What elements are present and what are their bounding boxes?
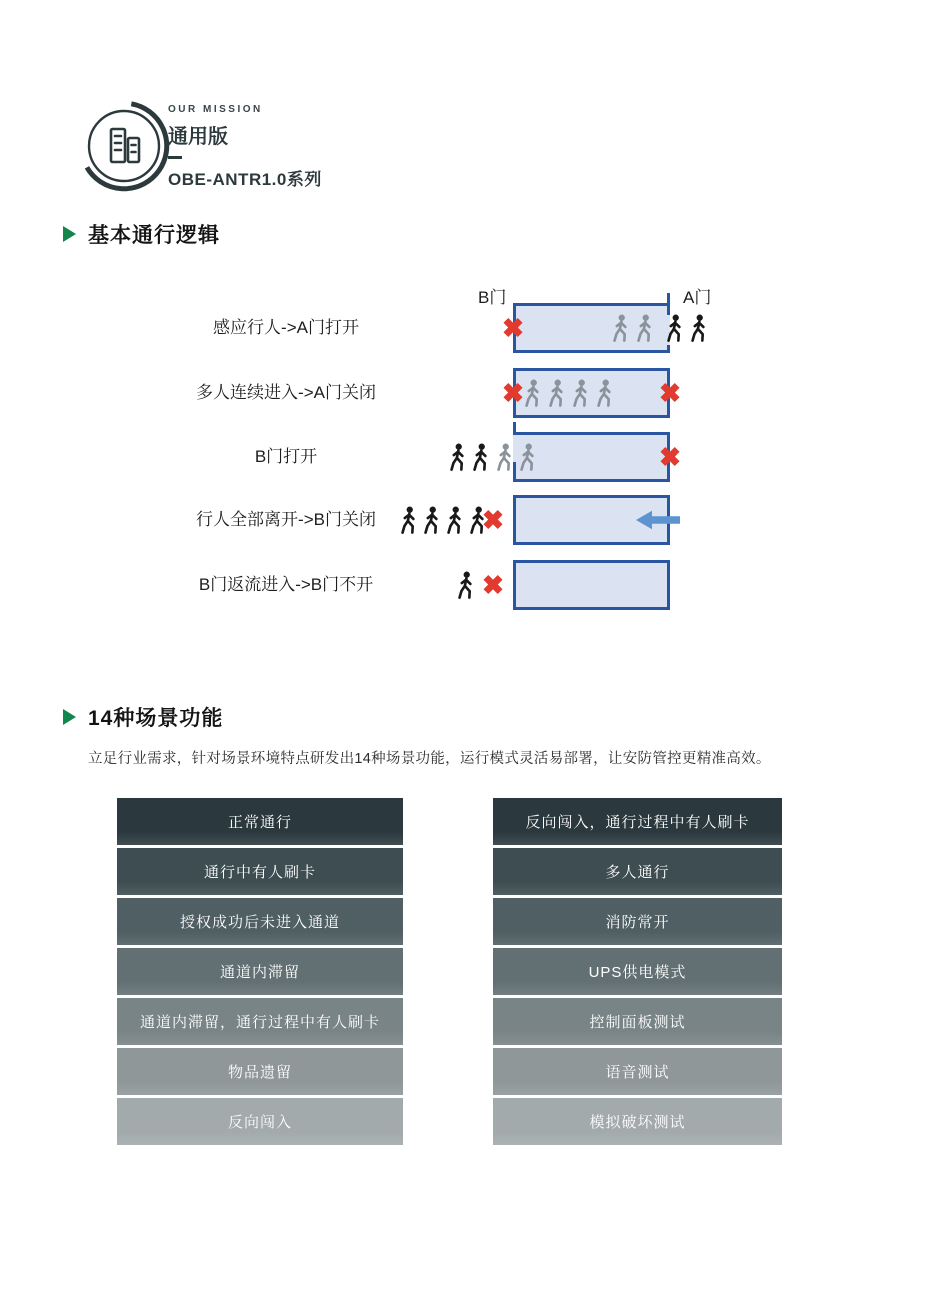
scene-list-item: 授权成功后未进入通道 [117, 898, 403, 945]
person-icon [688, 312, 709, 344]
door-label-a: A门 [683, 288, 712, 307]
scene-list-left [117, 798, 403, 1148]
passage-row-label: 感应行人->A门打开 [213, 318, 359, 337]
logo-title: 通用版 [168, 126, 228, 148]
passage-section-header [63, 219, 220, 249]
scene-list-item: 通道内滞留，通行过程中有人刷卡 [117, 998, 403, 1045]
scene-list-item: 反向闯入，通行过程中有人刷卡 [493, 798, 782, 845]
person-icon [610, 312, 631, 344]
channel-border [513, 560, 670, 563]
channel-border [513, 350, 670, 353]
person-icon [546, 377, 567, 409]
person-icon [444, 504, 465, 536]
scene-list-item: 通行中有人刷卡 [117, 848, 403, 895]
cross-icon: ✖ [482, 505, 504, 535]
triangle-bullet-icon [63, 226, 76, 242]
channel-border [667, 560, 670, 610]
passage-row-label: 多人连续进入->A门关闭 [196, 383, 376, 402]
passage-row-label: B门打开 [254, 447, 318, 466]
person-icon [470, 441, 491, 473]
person-icon [494, 441, 515, 473]
door-label-b: B门 [478, 288, 507, 307]
channel-border [513, 432, 670, 435]
cross-icon: ✖ [659, 378, 681, 408]
person-icon [455, 569, 476, 601]
passage-row-label: B门返流进入->B门不开 [198, 575, 374, 594]
scene-list-item: 通道内滞留 [117, 948, 403, 995]
logo-divider [168, 156, 182, 159]
channel-border [513, 607, 670, 610]
cross-icon: ✖ [482, 570, 504, 600]
scene-list-item: 控制面板测试 [493, 998, 782, 1045]
triangle-bullet-icon [63, 709, 76, 725]
channel-border [513, 415, 670, 418]
channel-border [513, 303, 670, 306]
passage-row-label: 行人全部离开->B门关闭 [196, 510, 376, 529]
scene-list-item: 消防常开 [493, 898, 782, 945]
logo-tagline: OUR MISSION [168, 104, 263, 115]
scenes-section-header [63, 702, 223, 732]
scene-list-item: 模拟破坏测试 [493, 1098, 782, 1145]
scenes-section-title: 14种场景功能 [88, 707, 224, 730]
cross-icon: ✖ [502, 378, 524, 408]
scene-list-item: 反向闯入 [117, 1098, 403, 1145]
scene-list-item: UPS供电模式 [493, 948, 782, 995]
channel-border [513, 479, 670, 482]
scene-list-item: 语音测试 [493, 1048, 782, 1095]
scenes-description: 立足行业需求，针对场景环境特点研发出14种场景功能，运行模式灵活易部署，让安防管控更精准高效。 [88, 751, 771, 767]
person-icon [522, 377, 543, 409]
scene-list-item: 正常通行 [117, 798, 403, 845]
person-icon [398, 504, 419, 536]
channel-border [513, 560, 516, 610]
person-icon [594, 377, 615, 409]
scene-list-right [493, 798, 782, 1148]
scene-list-item: 物品遗留 [117, 1048, 403, 1095]
person-icon [421, 504, 442, 536]
person-icon [517, 441, 538, 473]
channel-rect [513, 560, 670, 610]
cross-icon: ✖ [659, 442, 681, 472]
passage-section-title: 基本通行逻辑 [88, 224, 220, 247]
scene-list-item: 多人通行 [493, 848, 782, 895]
person-icon [634, 312, 655, 344]
logo-text [168, 104, 322, 190]
channel-border [513, 542, 670, 545]
channel-border [513, 368, 670, 371]
channel-border [667, 345, 670, 353]
channel-border [513, 495, 670, 498]
person-icon [570, 377, 591, 409]
channel-border [513, 495, 516, 545]
person-icon [447, 441, 468, 473]
building-icon [80, 98, 172, 194]
logo-series: OBE-ANTR1.0系列 [168, 170, 322, 189]
channel-border [513, 422, 516, 432]
logo [80, 98, 440, 194]
left-arrow-icon [635, 509, 681, 531]
person-icon [664, 312, 685, 344]
channel-border [667, 293, 670, 303]
cross-icon: ✖ [502, 313, 524, 343]
